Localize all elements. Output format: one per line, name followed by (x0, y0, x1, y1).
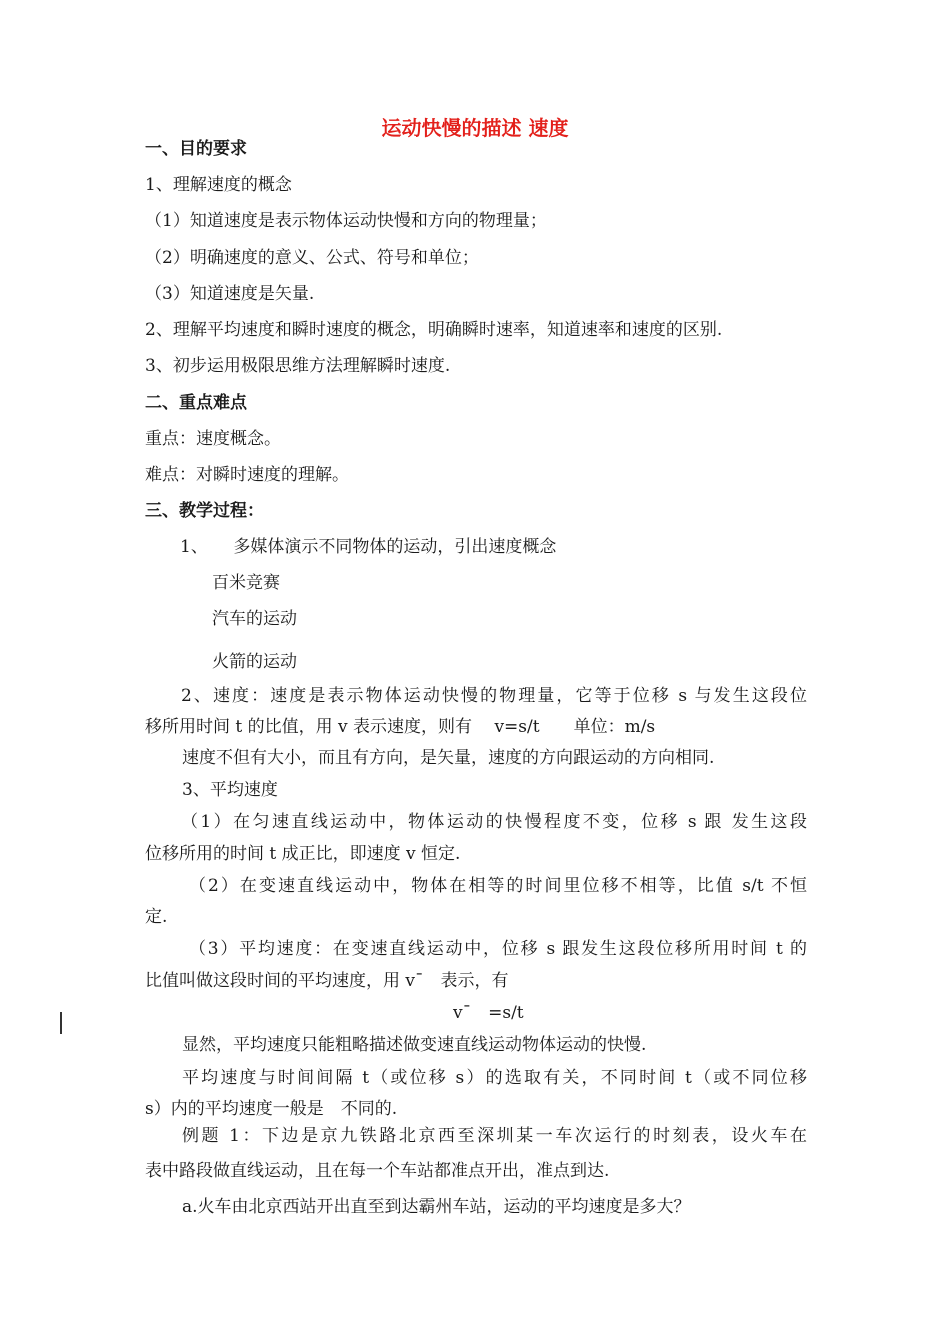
average-velocity-def-line-1: （3）平均速度：在变速直线运动中，位移 s 跟发生这段位移所用时间 t 的 (189, 939, 807, 959)
process-step-1: 1、 多媒体演示不同物体的运动，引出速度概念 (180, 537, 557, 557)
section-heading-key-points: 二、重点难点 (145, 393, 247, 413)
goal-1-sub-1: （1）知道速度是表示物体运动快慢和方向的物理量； (145, 211, 547, 231)
average-velocity-formula: v¯ =s/t (453, 1003, 524, 1023)
average-velocity-rough-note: 显然，平均速度只能粗略描述做变速直线运动物体运动的快慢. (182, 1035, 647, 1055)
example-sprint: 百米竞赛 (212, 573, 280, 593)
example-1-line-1: 例题 1：下边是京九铁路北京西至深圳某一车次运行的时刻表，设火车在 (182, 1126, 807, 1146)
variable-motion-line-2: 定. (145, 907, 168, 927)
example-car: 汽车的运动 (212, 609, 297, 629)
goal-1-sub-2: （2）明确速度的意义、公式、符号和单位； (145, 248, 479, 268)
key-point: 重点：速度概念。 (145, 429, 281, 449)
average-velocity-def-line-2: 比值叫做这段时间的平均速度，用 v¯ 表示，有 (145, 971, 509, 991)
margin-mark (60, 1012, 62, 1034)
goal-1-sub-3: （3）知道速度是矢量. (145, 284, 315, 304)
section-heading-process: 三、教学过程： (145, 501, 264, 521)
velocity-vector-note: 速度不但有大小，而且有方向，是矢量，速度的方向跟运动的方向相同. (182, 748, 715, 768)
velocity-definition-line-1: 2、速度：速度是表示物体运动快慢的物理量，它等于位移 s 与发生这段位 (181, 686, 807, 706)
uniform-motion-line-1: （1）在匀速直线运动中，物体运动的快慢程度不变，位移 s 跟 发生这段 (181, 812, 807, 832)
interval-dependence-line-2: s）内的平均速度一般是 不同的. (145, 1099, 398, 1119)
velocity-definition-line-2: 移所用时间 t 的比值，用 v 表示速度，则有 v=s/t 单位：m/s (145, 717, 656, 737)
difficult-point: 难点：对瞬时速度的理解。 (145, 465, 349, 485)
goal-1: 1、理解速度的概念 (145, 175, 292, 195)
goal-2: 2、理解平均速度和瞬时速度的概念，明确瞬时速率，知道速率和速度的区别. (145, 320, 723, 340)
example-1-question-a: a.火车由北京西站开出直至到达霸州车站，运动的平均速度是多大？ (182, 1197, 691, 1217)
section-heading-goals: 一、目的要求 (145, 139, 247, 159)
document-title: 运动快慢的描述 速度 (381, 116, 569, 140)
uniform-motion-line-2: 位移所用的时间 t 成正比，即速度 v 恒定. (145, 844, 461, 864)
example-1-line-2: 表中路段做直线运动，且在每一个车站都准点开出，准点到达. (145, 1161, 610, 1181)
goal-3: 3、初步运用极限思维方法理解瞬时速度. (145, 356, 451, 376)
average-velocity-heading: 3、平均速度 (182, 780, 278, 800)
interval-dependence-line-1: 平均速度与时间间隔 t（或位移 s）的选取有关，不同时间 t（或不同位移 (182, 1068, 807, 1088)
variable-motion-line-1: （2）在变速直线运动中，物体在相等的时间里位移不相等，比值 s/t 不恒 (189, 876, 807, 896)
example-rocket: 火箭的运动 (212, 652, 297, 672)
